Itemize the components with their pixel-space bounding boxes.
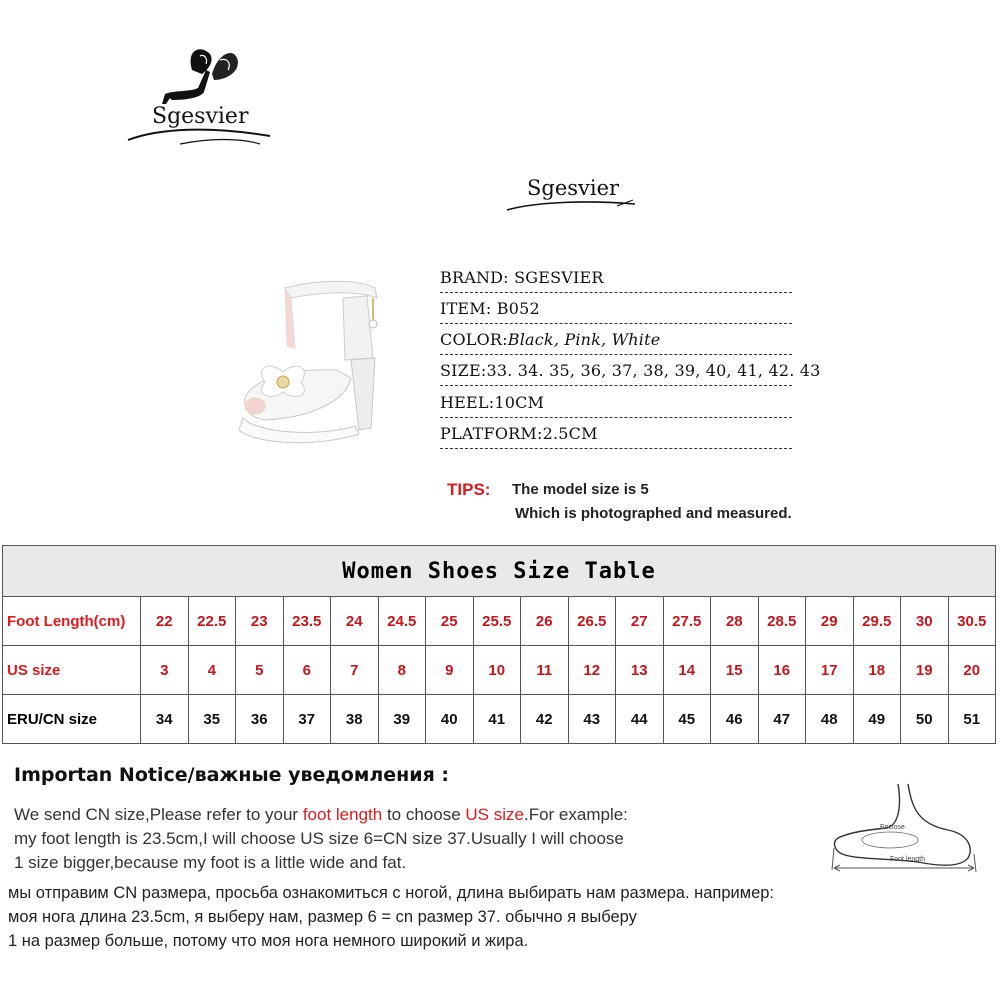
table-cell: 26 xyxy=(521,597,569,646)
notice-ru-line-3: 1 на размер больше, потому что моя нога немного широкий и жира. xyxy=(8,932,529,950)
table-cell: 3 xyxy=(141,646,189,695)
notice-line-3: 1 size bigger,because my foot is a little wide and fat. xyxy=(14,853,407,872)
table-cell: 36 xyxy=(236,695,284,744)
notice-highlight-foot-length: foot length xyxy=(302,805,383,824)
table-cell: 22 xyxy=(141,597,189,646)
table-cell: 17 xyxy=(806,646,854,695)
foot-length-label: Foot length xyxy=(890,856,926,863)
notice-title: Importan Notice/важные уведомления : xyxy=(14,764,450,786)
size-table xyxy=(2,545,996,744)
table-cell: 9 xyxy=(426,646,474,695)
table-cell: 20 xyxy=(948,646,996,695)
table-cell: 11 xyxy=(521,646,569,695)
butterfly-heel-icon xyxy=(120,40,285,160)
table-cell: 44 xyxy=(616,695,664,744)
table-cell: 18 xyxy=(853,646,901,695)
table-cell: 28.5 xyxy=(758,597,806,646)
table-cell: 12 xyxy=(568,646,616,695)
foot-outline-icon xyxy=(828,778,988,878)
notice-line-1 xyxy=(14,805,628,825)
table-cell: 16 xyxy=(758,646,806,695)
table-cell: 41 xyxy=(473,695,521,744)
tips-label: TIPS: xyxy=(447,480,491,499)
table-cell: 19 xyxy=(901,646,949,695)
table-cell: 23 xyxy=(236,597,284,646)
spec-color xyxy=(440,330,792,355)
spec-platform-text: PLATFORM:2.5CM xyxy=(440,424,598,443)
table-cell: 37 xyxy=(283,695,331,744)
table-cell: 22.5 xyxy=(188,597,236,646)
spec-size xyxy=(440,361,832,386)
tips-line-1: The model size is 5 xyxy=(512,481,649,498)
spec-color-value: Black, Pink, White xyxy=(507,330,661,349)
table-cell: 38 xyxy=(331,695,379,744)
spec-platform xyxy=(440,424,792,449)
notice-text: We send CN size,Please refer to your xyxy=(14,805,303,824)
table-cell: 26.5 xyxy=(568,597,616,646)
table-cell: 27 xyxy=(616,597,664,646)
table-cell: 4 xyxy=(188,646,236,695)
tips-line-2: Which is photographed and measured. xyxy=(515,505,792,522)
table-cell: 40 xyxy=(426,695,474,744)
logo-swoosh-icon xyxy=(505,170,645,230)
table-cell: 5 xyxy=(236,646,284,695)
table-cell: 46 xyxy=(711,695,759,744)
table-cell: 10 xyxy=(473,646,521,695)
table-cell: 15 xyxy=(711,646,759,695)
table-cell: 14 xyxy=(663,646,711,695)
spec-brand-text: BRAND: SGESVIER xyxy=(440,268,604,287)
table-cell: 7 xyxy=(331,646,379,695)
spec-size-underline xyxy=(440,385,792,386)
table-cell: 13 xyxy=(616,646,664,695)
spec-heel-text: HEEL:10CM xyxy=(440,393,545,412)
notice-ru-line-2: моя нога длина 23.5cm, я выберу нам, размер 6 = cn размер 37. обычно я выберу xyxy=(8,908,637,926)
table-cell: 25.5 xyxy=(473,597,521,646)
table-cell: 39 xyxy=(378,695,426,744)
notice-text: .For example: xyxy=(523,805,628,824)
spec-size-text: SIZE:33. 34. 35, 36, 37, 38, 39, 40, 41, 42. 43 xyxy=(440,361,821,380)
table-cell: 48 xyxy=(806,695,854,744)
size-table-title: Women Shoes Size Table xyxy=(3,546,996,597)
brand-logo-text-center: Sgesvier xyxy=(527,176,620,200)
table-cell: 35 xyxy=(188,695,236,744)
table-cell: 6 xyxy=(283,646,331,695)
spec-item-text: ITEM: B052 xyxy=(440,299,540,318)
spec-color-key: COLOR: xyxy=(440,330,508,349)
spec-item xyxy=(440,299,792,324)
row-label: ERU/CN size xyxy=(3,695,141,744)
table-cell: 29 xyxy=(806,597,854,646)
table-cell: 23.5 xyxy=(283,597,331,646)
table-cell: 28 xyxy=(711,597,759,646)
table-cell: 27.5 xyxy=(663,597,711,646)
table-row-us-size xyxy=(3,646,996,695)
table-row-foot-length xyxy=(3,597,996,646)
row-label: Foot Length(cm) xyxy=(3,597,141,646)
table-cell: 24.5 xyxy=(378,597,426,646)
table-cell: 45 xyxy=(663,695,711,744)
notice-line-2: my foot length is 23.5cm,I will choose US size 6=CN size 37.Usually I will choose xyxy=(14,829,624,848)
table-cell: 8 xyxy=(378,646,426,695)
table-row-eu-cn-size xyxy=(3,695,996,744)
foot-measure-diagram xyxy=(828,778,988,878)
table-cell: 29.5 xyxy=(853,597,901,646)
brand-logo-center xyxy=(505,170,645,230)
spec-brand xyxy=(440,268,792,293)
table-cell: 43 xyxy=(568,695,616,744)
table-cell: 25 xyxy=(426,597,474,646)
product-shoe-image xyxy=(225,268,425,468)
notice-ru-line-1: мы отправим CN размера, просьба ознакомиться с ногой, длина выбирать нам размера. например: xyxy=(8,884,775,902)
table-cell: 50 xyxy=(901,695,949,744)
table-cell: 47 xyxy=(758,695,806,744)
row-label: US size xyxy=(3,646,141,695)
table-cell: 49 xyxy=(853,695,901,744)
table-cell: 24 xyxy=(331,597,379,646)
brand-logo-text: Sgesvier xyxy=(152,104,249,129)
brand-logo-top xyxy=(120,40,285,160)
table-cell: 30 xyxy=(901,597,949,646)
foot-enclose-label: Enclose xyxy=(880,824,905,831)
table-cell: 30.5 xyxy=(948,597,996,646)
table-cell: 42 xyxy=(521,695,569,744)
notice-text: to choose xyxy=(382,805,466,824)
table-cell: 51 xyxy=(948,695,996,744)
spec-heel xyxy=(440,393,792,418)
table-cell: 34 xyxy=(141,695,189,744)
notice-highlight-us-size: US size xyxy=(465,805,524,824)
